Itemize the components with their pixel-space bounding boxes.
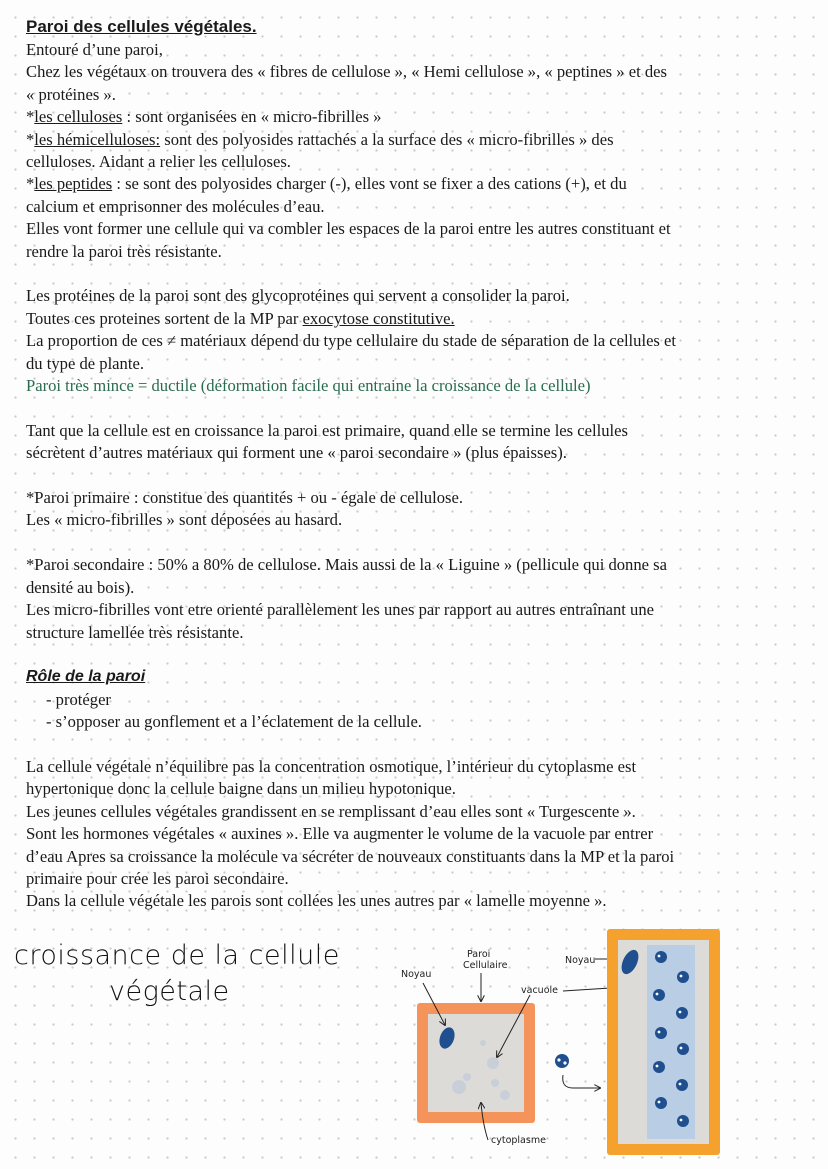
- small-vacuole: [463, 1073, 471, 1081]
- hemicelluloses-cont: celluloses. Aidant a relier les celluloses.: [26, 152, 291, 172]
- growth-line: sécrètent d’autres matériaux qui forment une « paroi secondaire » (plus épaisses).: [26, 443, 567, 463]
- label-vacuole: vacuole: [521, 985, 558, 996]
- intro-line: Chez les végétaux on trouvera des « fibres de cellulose », « Hemi cellulose », « peptines » et des: [26, 62, 667, 82]
- growth-line: Tant que la cellule est en croissance la paroi est primaire, quand elle se termine les cellules: [26, 420, 628, 440]
- handwritten-heading: [14, 938, 340, 1010]
- peptides-cont: calcium et emprisonner des molécules d’eau.: [26, 196, 325, 216]
- handwritten-line-1: croissance de la cellule: [14, 940, 340, 971]
- proteins-line: La proportion de ces ≠ matériaux dépend du type cellulaire du stade de séparation de la cellules et: [26, 331, 677, 351]
- small-vacuole: [452, 1080, 466, 1094]
- peptides-cont: rendre la paroi très résistante.: [26, 241, 222, 261]
- osmotic-line: La cellule végétale n’équilibre pas la concentration osmotique, l’intérieur du cytoplasme est: [26, 756, 637, 776]
- secondary-wall-line: densité au bois).: [26, 577, 135, 597]
- role-heading: Rôle de la paroi: [26, 668, 146, 686]
- label-cytoplasme: cytoplasme: [491, 1135, 546, 1146]
- hemicelluloses-line: *les hémicelluloses: sont des polyosides rattachés a la surface des « micro-fibrilles » des: [26, 129, 614, 149]
- hemicelluloses-term: les hémicelluloses:: [34, 129, 161, 149]
- auxin-molecule: [555, 1054, 569, 1068]
- ductile-note: Paroi très mince = ductile (déformation facile qui entraine la croissance de la cellule): [26, 376, 591, 396]
- osmotic-line: Dans la cellule végétale les parois sont collées les unes autres par « lamelle moyenne ».: [26, 891, 607, 911]
- primary-wall-line: *Paroi primaire : constitue des quantités + ou - égale de cellulose.: [26, 488, 463, 508]
- secondary-wall-line: Les micro-fibrilles vont etre orienté parallèlement les unes par rapport au autres entraînant une: [26, 600, 655, 620]
- exocytose-term: exocytose constitutive.: [302, 308, 455, 328]
- role-item: - s’opposer au gonflement et a l’éclatement de la cellule.: [46, 712, 422, 732]
- celluloses-line: *les celluloses : sont organisées en « micro-fibrilles »: [26, 107, 382, 127]
- page-title: Paroi des cellules végétales.: [26, 17, 257, 36]
- label-cellulaire: Cellulaire: [463, 960, 508, 971]
- peptides-line: *les peptides : se sont des polyosides charger (-), elles vont se fixer a des cations (+), et du: [26, 174, 627, 194]
- label-paroi: Paroi: [467, 949, 491, 960]
- small-vacuole: [480, 1040, 486, 1046]
- notes-page: [26, 16, 816, 913]
- label-noyau-left: Noyau: [401, 969, 432, 980]
- osmotic-line: Sont les hormones végétales « auxines ». Elle va augmenter le volume de la vacuole par entrer: [26, 824, 654, 844]
- label-noyau-right: Noyau: [565, 955, 596, 966]
- small-vacuole: [487, 1057, 499, 1069]
- role-item: - protéger: [46, 689, 111, 709]
- secondary-wall-line: *Paroi secondaire : 50% a 80% de cellulose. Mais aussi de la « Liguine » (pellicule qui donne sa: [26, 555, 667, 575]
- osmotic-line: hypertonique donc la cellule baigne dans un milieu hypotonique.: [26, 779, 456, 799]
- intro-line: Entouré d’une paroi,: [26, 40, 163, 59]
- proteins-line: du type de plante.: [26, 353, 144, 373]
- osmotic-line: primaire pour crée les paroi secondaire.: [26, 868, 289, 888]
- small-vacuole: [500, 1090, 510, 1100]
- young-cell-cytoplasm: [428, 1014, 524, 1112]
- primary-wall-line: Les « micro-fibrilles » sont déposées au hasard.: [26, 510, 343, 530]
- proteins-line: Les protéines de la paroi sont des glycoprotéines qui servent a consolider la paroi.: [26, 286, 570, 306]
- handwritten-line-2: végétale: [109, 976, 230, 1007]
- growth-arrow: [563, 1075, 600, 1088]
- osmotic-line: Les jeunes cellules végétales grandissent en se remplissant d’eau elles sont « Turgescente ».: [26, 801, 636, 821]
- celluloses-term: les celluloses: [34, 107, 123, 127]
- intro-line: « protéines ».: [26, 84, 116, 104]
- proteins-line: Toutes ces proteines sortent de la MP par exocytose constitutive.: [26, 308, 455, 328]
- peptides-cont: Elles vont former une cellule qui va combler les espaces de la paroi entre les autres constituant et: [26, 219, 671, 239]
- osmotic-line: d’eau Apres sa croissance la molécule va sécréter de nouveaux constituants dans la MP et la paroi: [26, 846, 675, 866]
- small-vacuole: [491, 1079, 499, 1087]
- secondary-wall-line: structure lamellée très résistante.: [26, 622, 244, 642]
- cell-growth-diagram: [395, 925, 725, 1165]
- peptides-term: les peptides: [34, 174, 113, 194]
